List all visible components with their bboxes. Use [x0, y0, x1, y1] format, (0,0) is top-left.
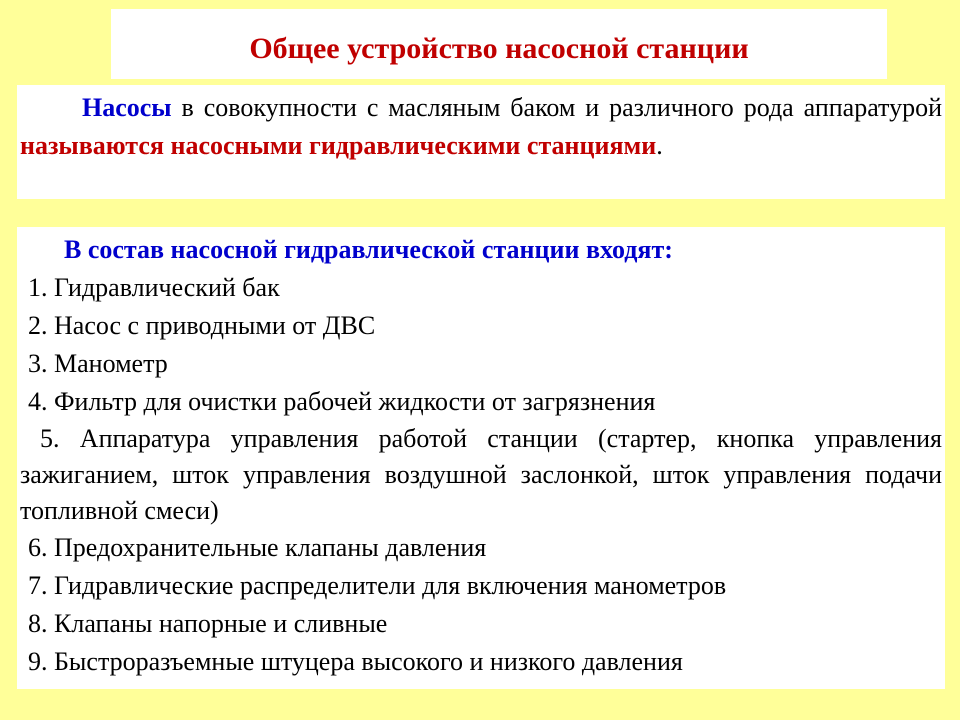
composition-panel: [17, 227, 945, 689]
list-item-5: 5. Аппаратура управления работой станции (стартер, кнопка управления зажиганием, шток управления воздушной заслонкой, шток управления подачи топливной смеси): [20, 424, 942, 525]
title-panel: [111, 9, 887, 79]
list-item-9: 9. Быстроразъемные штуцера высокого и низкого давления: [28, 647, 683, 676]
page-title: Общее устройство насосной станции: [249, 32, 749, 65]
list-item-1: 1. Гидравлический бак: [28, 273, 280, 302]
list-item-7: 7. Гидравлические распределители для включения манометров: [28, 571, 727, 600]
definition-end: .: [656, 131, 663, 160]
composition-heading: В состав насосной гидравлической станции входят:: [64, 235, 673, 264]
list-item-4: 4. Фильтр для очистки рабочей жидкости от загрязнения: [28, 387, 656, 416]
definition-panel: [17, 85, 945, 199]
list-item-6: 6. Предохранительные клапаны давления: [28, 533, 487, 562]
definition-highlight: называются насосными гидравлическими станциями: [20, 131, 657, 160]
list-item-3: 3. Манометр: [28, 349, 168, 378]
list-item-2: 2. Насос с приводными от ДВС: [28, 311, 376, 340]
list-item-8: 8. Клапаны напорные и сливные: [28, 609, 388, 638]
definition-text: в совокупности с масляным баком и различного рода аппаратурой: [171, 93, 942, 122]
definition-term: Насосы: [82, 93, 172, 122]
